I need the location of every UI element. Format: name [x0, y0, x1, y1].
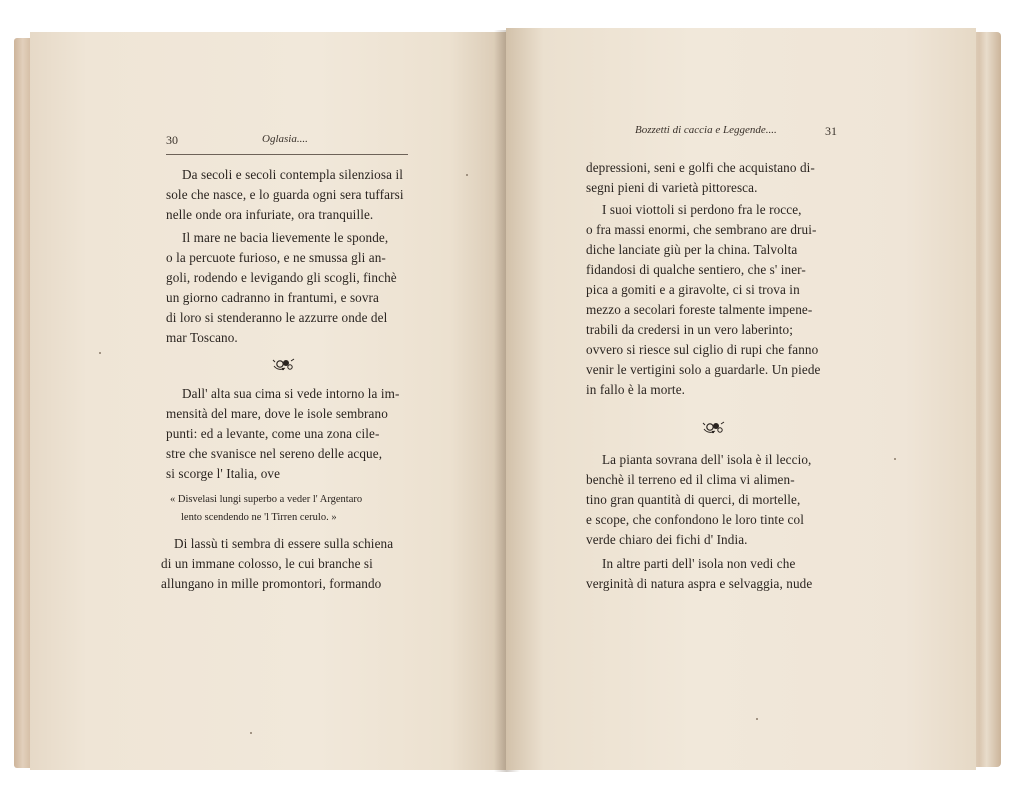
text-line: depressioni, seni e golfi che acquistano di-: [586, 160, 815, 175]
verse-quote-line: lento scendendo ne 'l Tirren cerulo. »: [181, 512, 337, 523]
text-line: Di lassù ti sembra di essere sulla schiena: [174, 536, 394, 551]
page-number: 30: [166, 133, 178, 147]
paper-speck: [466, 174, 468, 176]
text-line: nelle onde ora infuriate, ora tranquille.: [166, 207, 374, 222]
text-line: mensità del mare, dove le isole sembrano: [166, 406, 388, 421]
text-line: punti: ed a levante, come una zona cile-: [166, 426, 380, 441]
text-line: benchè il terreno ed il clima vi alimen-: [586, 472, 795, 487]
header-rule: [166, 154, 408, 155]
running-title: Oglasia....: [262, 133, 308, 145]
left-page: [30, 32, 506, 770]
text-line: allungano in mille promontori, formando: [161, 576, 382, 591]
text-line: pica a gomiti e a giravolte, ci si trova in: [586, 282, 800, 297]
floral-fleuron-icon: [271, 357, 297, 373]
text-line: mar Toscano.: [166, 330, 238, 345]
text-line: tino gran quantità di querci, di mortelle,: [586, 492, 801, 507]
text-line: Dall' alta sua cima si vede intorno la im-: [182, 386, 400, 401]
paper-speck: [99, 352, 101, 354]
text-line: Il mare ne bacia lievemente le sponde,: [182, 230, 389, 245]
text-line: in fallo è la morte.: [586, 382, 686, 397]
right-page: [506, 28, 976, 770]
text-line: La pianta sovrana dell' isola è il leccio,: [602, 452, 812, 467]
text-line: stre che svanisce nel sereno delle acque,: [166, 446, 383, 461]
text-line: di loro si stenderanno le azzurre onde del: [166, 310, 388, 325]
text-line: ovvero si riesce sul ciglio di rupi che fanno: [586, 342, 819, 357]
text-line: diche lanciate giù per la china. Talvolta: [586, 242, 798, 257]
paper-speck: [756, 718, 758, 720]
text-line: mezzo a secolari foreste talmente impene-: [586, 302, 813, 317]
text-line: I suoi viottoli si perdono fra le rocce,: [602, 202, 802, 217]
text-line: verginità di natura aspra e selvaggia, nude: [586, 576, 813, 591]
text-line: o fra massi enormi, che sembrano are drui-: [586, 222, 817, 237]
text-line: fidandosi di qualche sentiero, che s' iner-: [586, 262, 806, 277]
verse-quote-line: « Disvelasi lungi superbo a veder l' Argentaro: [170, 494, 363, 505]
text-line: trabili da credersi in un vero laberinto;: [586, 322, 793, 337]
text-line: venir le vertigini solo a guardarle. Un piede: [586, 362, 821, 377]
text-line: o la percuote furioso, e ne smussa gli an-: [166, 250, 386, 265]
text-line: un giorno cadranno in frantumi, e sovra: [166, 290, 380, 305]
floral-fleuron-icon: [701, 420, 727, 436]
text-line: si scorge l' Italia, ove: [166, 466, 281, 481]
text-line: segni pieni di varietà pittoresca.: [586, 180, 758, 195]
text-line: verde chiaro dei fichi d' India.: [586, 532, 748, 547]
text-line: Da secoli e secoli contempla silenziosa il: [182, 167, 403, 182]
text-line: e scope, che confondono le loro tinte col: [586, 512, 804, 527]
text-line: In altre parti dell' isola non vedi che: [602, 556, 796, 571]
page-number: 31: [825, 124, 837, 138]
paper-speck: [894, 458, 896, 460]
text-line: sole che nasce, e lo guarda ogni sera tuffarsi: [166, 187, 404, 202]
text-line: goli, rodendo e levigando gli scogli, finchè: [166, 270, 397, 285]
paper-speck: [250, 732, 252, 734]
text-line: di un immane colosso, le cui branche si: [161, 556, 373, 571]
running-title: Bozzetti di caccia e Leggende....: [635, 124, 777, 136]
